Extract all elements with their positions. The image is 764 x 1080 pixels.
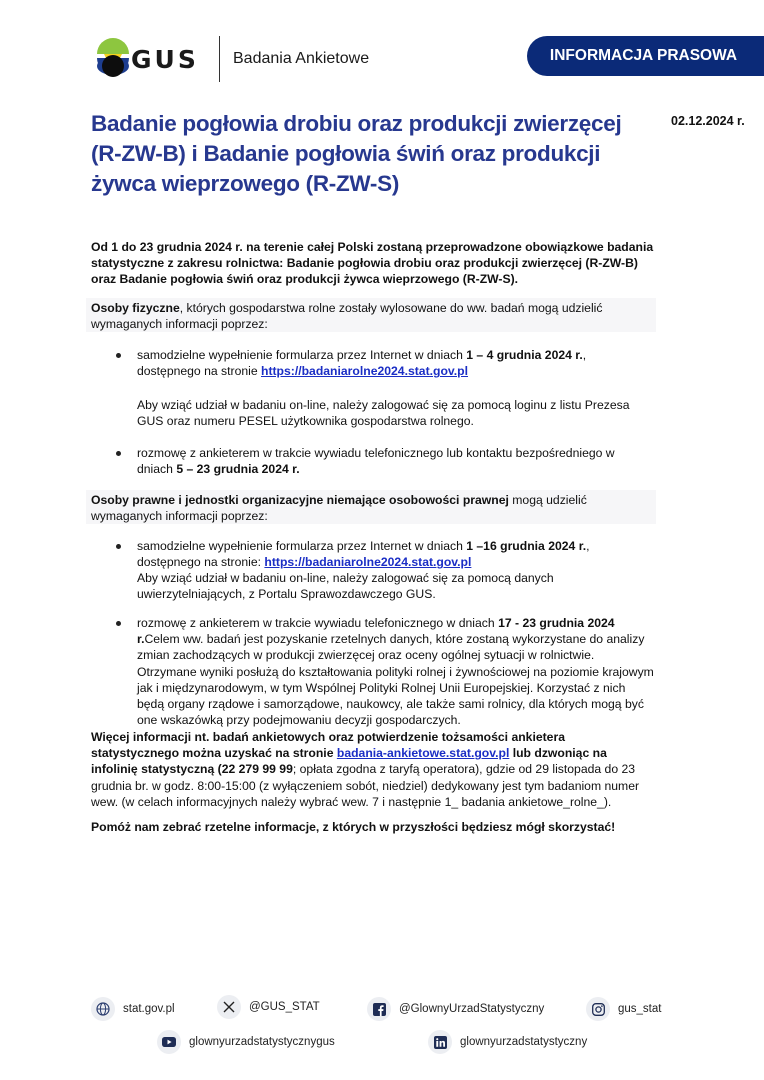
bullet-text: rozmowę z ankieterem w trakcie wywiadu telefonicznego lub kontaktu bezpośredniego w dniach bbox=[137, 446, 615, 477]
section1-intro-bold: Osoby fizyczne bbox=[91, 301, 180, 315]
bullet-dates: 1 –16 grudnia 2024 r. bbox=[466, 539, 587, 553]
section2-intro-rest: mogą udzielić wymaganych informacji poprzez: bbox=[91, 493, 587, 524]
purpose-text: Celem ww. badań jest pozyskanie rzetelnych danych, które zostaną wykorzystane do analizy zmian zachodzących w produkcji zwierzęcej oraz oceny ogólnej sytuacji w rolnictwie. Otrzymane wyniki posłużą do kształtowania polityki rolnej i żywnościowej na poziomie krajowym jak i międzynarodowym, w tym Wspólnej Polityki Rolnej Unii Europejskiej. Korzystać z nich będą organy rządowe i samorządowe, naukowcy, ale także sami rolnicy, dla których mogą być one wskazówką przy podejmowaniu decyzji gospodarczych. bbox=[137, 632, 654, 728]
release-date: 02.12.2024 r. bbox=[671, 114, 745, 128]
section1-intro bbox=[91, 300, 656, 332]
facebook-icon bbox=[367, 997, 391, 1021]
footer-linkedin[interactable] bbox=[428, 1030, 587, 1054]
bullet-dot bbox=[116, 353, 121, 358]
closing-call: Pomóż nam zebrać rzetelne informacje, z których w przyszłości będziesz mógł skorzystać! bbox=[91, 820, 616, 834]
section2-bullet-interview bbox=[137, 615, 655, 728]
more-info-phone: lub dzwoniąc na infolinię statystyczną (22 279 99 99 bbox=[91, 746, 607, 777]
logo-text: GUS bbox=[131, 45, 199, 74]
more-info-text: Więcej informacji nt. badań ankietowych oraz potwierdzenie tożsamości ankietera statystycznego można uzyskać na stronie bbox=[91, 730, 565, 761]
more-info-paragraph bbox=[91, 729, 656, 810]
bullet-dates: 17 - 23 grudnia 2024 r. bbox=[137, 616, 615, 647]
bullet-dates: 1 – 4 grudnia 2024 r. bbox=[466, 348, 583, 362]
section2-intro-bold: Osoby prawne i jednostki organizacyjne niemające osobowości prawnej bbox=[91, 493, 509, 507]
section2-intro bbox=[91, 492, 656, 524]
bullet-dot bbox=[116, 451, 121, 456]
footer-youtube[interactable] bbox=[157, 1030, 335, 1054]
footer-facebook-label: @GlownyUrzadStatystyczny bbox=[399, 1003, 545, 1015]
footer-instagram-label: gus_stat bbox=[618, 1003, 662, 1015]
footer-instagram[interactable] bbox=[586, 997, 661, 1021]
gus-logo-mark bbox=[96, 36, 130, 84]
lead-paragraph: Od 1 do 23 grudnia 2024 r. na terenie całej Polski zostaną przeprowadzone obowiązkowe badania statystyczne z zakresu rolnictwa: Badanie pogłowia drobiu oraz produkcji zwierzęcej (R-ZW-B) oraz Badanie pogłowia świń oraz produkcji żywca wieprzowego (R-ZW-S). bbox=[91, 240, 654, 287]
globe-icon bbox=[91, 997, 115, 1021]
footer-x-label: @GUS_STAT bbox=[249, 1001, 320, 1013]
page-title: Badanie pogłowia drobiu oraz produkcji zwierzęcej (R-ZW-B) i Badanie pogłowia świń oraz produkcji żywca wieprzowego (R-ZW-S) bbox=[91, 111, 622, 196]
section1-intro-rest: , których gospodarstwa rolne zostały wylosowane do ww. badań mogą udzielić wymaganych informacji poprzez: bbox=[91, 301, 603, 332]
bullet-text-cont: , dostępnego na stronie: bbox=[137, 539, 590, 570]
section2-bullet-online bbox=[137, 538, 652, 570]
press-badge: INFORMACJA PRASOWA bbox=[527, 36, 764, 76]
bullet-text: samodzielne wypełnienie formularza przez Internet w dniach bbox=[137, 539, 467, 553]
footer-website[interactable] bbox=[91, 997, 175, 1021]
bullet-dates: 5 – 23 grudnia 2024 r. bbox=[176, 462, 300, 477]
survey-website-link[interactable]: badania-ankietowe.stat.gov.pl bbox=[336, 746, 510, 761]
footer-youtube-label: glownyurzadstatystycznygus bbox=[189, 1036, 335, 1048]
bullet-text: samodzielne wypełnienie formularza przez Internet w dniach bbox=[137, 348, 467, 362]
bullet-dot bbox=[116, 544, 121, 549]
more-info-hours: ; opłata zgodna z taryfą operatora), gdzie od 29 listopada do 23 grudnia br. w godz. 8:00-15:00 (z wyłączeniem sobót, niedziel) dedykowany jest tym badaniom numer wew. (w celach informacyjnych należy wybrać wew. 7 i następnie 1_ badania ankietowe_rolne_). bbox=[91, 762, 640, 809]
footer-website-label: stat.gov.pl bbox=[123, 1003, 175, 1015]
youtube-icon bbox=[157, 1030, 181, 1054]
bullet-dot bbox=[116, 621, 121, 626]
instagram-icon bbox=[586, 997, 610, 1021]
bullet-text-cont: , dostępnego na stronie bbox=[137, 348, 587, 379]
section1-bullet-online bbox=[137, 347, 652, 379]
section1-bullet-interview bbox=[137, 445, 642, 477]
header-divider bbox=[219, 36, 220, 82]
x-icon bbox=[217, 995, 241, 1019]
footer-facebook[interactable] bbox=[367, 997, 544, 1021]
linkedin-icon bbox=[428, 1030, 452, 1054]
unit-name: Badania Ankietowe bbox=[233, 50, 370, 67]
section2-online-note: Aby wziąć udział w badaniu on-line, należy zalogować się za pomocą danych uwierzytelniających, z Portalu Sprawozdawczego GUS. bbox=[137, 571, 554, 602]
bullet-text: rozmowę z ankieterem w trakcie wywiadu telefonicznego w dniach bbox=[137, 616, 499, 630]
footer-linkedin-label: glownyurzadstatystyczny bbox=[460, 1036, 588, 1048]
survey-link[interactable]: https://badaniarolne2024.stat.gov.pl bbox=[261, 364, 469, 379]
section1-online-note: Aby wziąć udział w badaniu on-line, należy zalogować się za pomocą loginu z listu Prezesa GUS oraz numeru PESEL użytkownika gospodarstwa rolnego. bbox=[137, 398, 630, 429]
footer-x[interactable] bbox=[217, 995, 320, 1019]
survey-link[interactable]: https://badaniarolne2024.stat.gov.pl bbox=[264, 555, 472, 570]
